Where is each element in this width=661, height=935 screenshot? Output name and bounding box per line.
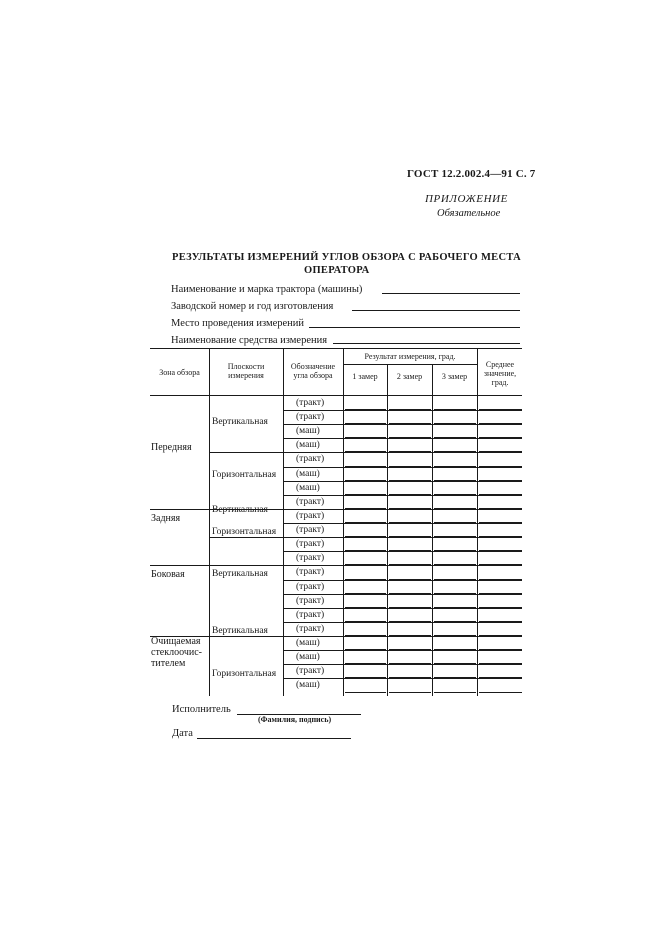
result-cell-line	[389, 635, 431, 636]
col-divider	[283, 348, 284, 696]
angle-designation: (тракт)	[296, 595, 325, 606]
angle-designation: (тракт)	[296, 553, 325, 564]
row-rule	[150, 509, 522, 510]
result-cell-line	[389, 550, 431, 551]
field-serial-year: Заводской номер и год изготовления	[171, 301, 334, 312]
angle-designation: (тракт)	[296, 623, 325, 634]
row-rule	[209, 537, 522, 538]
row-rule	[283, 481, 522, 482]
executor-label: Исполнитель	[172, 704, 231, 715]
result-cell-line	[389, 621, 431, 622]
date-label: Дата	[172, 728, 193, 739]
field-place-line	[309, 327, 520, 328]
result-cell-line	[434, 536, 476, 537]
result-cell-line	[345, 635, 386, 636]
result-cell-line	[345, 536, 386, 537]
result-cell-line	[434, 508, 476, 509]
result-cell-line	[479, 522, 522, 523]
result-cell-line	[345, 649, 386, 650]
result-cell-line	[389, 451, 431, 452]
result-cell-line	[434, 607, 476, 608]
result-cell-line	[345, 564, 386, 565]
appendix-label: ПРИЛОЖЕНИЕ	[425, 193, 508, 205]
result-cell-line	[389, 663, 431, 664]
header-measure-1: 1 замер	[352, 372, 378, 381]
result-cell-line	[345, 593, 386, 594]
field-instrument: Наименование средства измерения	[171, 335, 328, 346]
result-cell-line	[345, 423, 386, 424]
result-cell-line	[389, 480, 431, 481]
result-cell-line	[479, 409, 522, 410]
result-cell-line	[389, 437, 431, 438]
result-cell-line	[389, 522, 431, 523]
result-cell-line	[434, 635, 476, 636]
result-cell-line	[389, 677, 431, 678]
result-cell-line	[345, 494, 386, 495]
result-cell-line	[479, 536, 522, 537]
result-cell-line	[434, 480, 476, 481]
zone-rear: Задняя	[151, 513, 181, 524]
angle-designation: (тракт)	[296, 398, 325, 408]
angle-designation: (тракт)	[296, 454, 325, 465]
result-cell-line	[479, 663, 522, 664]
header-zone: Зона обзора	[159, 368, 200, 377]
field-serial-year-line	[352, 310, 520, 311]
col-divider	[387, 364, 388, 696]
header-measure-2: 2 замер	[396, 372, 423, 381]
result-cell-line	[479, 635, 522, 636]
result-cell-line	[434, 466, 476, 467]
result-cell-line	[479, 437, 522, 438]
angle-designation: (маш)	[296, 426, 320, 437]
result-cell-line	[479, 451, 522, 452]
angle-designation: (маш)	[296, 638, 320, 649]
result-cell-line	[345, 466, 386, 467]
row-rule	[283, 410, 522, 411]
result-cell-line	[479, 593, 522, 594]
result-cell-line	[479, 550, 522, 551]
result-cell-line	[345, 550, 386, 551]
result-cell-line	[479, 480, 522, 481]
angle-designation: (тракт)	[296, 581, 325, 592]
result-cell-line	[345, 508, 386, 509]
result-cell-line	[345, 579, 386, 580]
col-divider	[209, 348, 210, 696]
result-cell-line	[389, 593, 431, 594]
result-cell-line	[434, 409, 476, 410]
result-header-rule	[343, 364, 477, 365]
result-cell-line	[389, 466, 431, 467]
plane-front-horizontal: Горизонтальная	[212, 470, 277, 480]
plane-rear-horizontal: Горизонтальная	[212, 527, 277, 537]
result-cell-line	[434, 677, 476, 678]
document-title-line1: РЕЗУЛЬТАТЫ ИЗМЕРЕНИЙ УГЛОВ ОБЗОРА С РАБОЧЕГО МЕСТА	[172, 252, 522, 263]
result-cell-line	[389, 649, 431, 650]
angle-designation: (тракт)	[296, 567, 325, 578]
result-cell-line	[389, 692, 431, 693]
field-place: Место проведения измерений	[171, 318, 305, 329]
plane-wiper-horizontal: Горизонтальная	[212, 669, 277, 679]
zone-front: Передняя	[151, 442, 192, 453]
result-cell-line	[479, 494, 522, 495]
result-cell-line	[389, 409, 431, 410]
result-cell-line	[479, 508, 522, 509]
row-rule	[283, 467, 522, 468]
angle-designation: (маш)	[296, 440, 320, 451]
result-cell-line	[389, 423, 431, 424]
result-cell-line	[345, 451, 386, 452]
result-cell-line	[345, 409, 386, 410]
result-cell-line	[389, 508, 431, 509]
result-cell-line	[479, 677, 522, 678]
result-cell-line	[345, 480, 386, 481]
result-cell-line	[479, 607, 522, 608]
field-instrument-line	[333, 343, 520, 344]
angle-designation: (маш)	[296, 680, 320, 691]
result-cell-line	[434, 550, 476, 551]
header-plane: Плоскости измерения	[227, 362, 265, 380]
header-result: Результат измерения, град.	[364, 352, 456, 361]
result-cell-line	[434, 494, 476, 495]
result-cell-line	[434, 423, 476, 424]
result-cell-line	[345, 437, 386, 438]
result-cell-line	[479, 692, 522, 693]
angle-designation: (тракт)	[296, 539, 325, 550]
angle-designation: (тракт)	[296, 609, 325, 620]
row-rule	[283, 580, 522, 581]
table-top-rule	[150, 348, 522, 349]
plane-front-vertical: Вертикальная	[212, 417, 268, 427]
result-cell-line	[434, 663, 476, 664]
result-cell-line	[434, 593, 476, 594]
header-average: Среднее значение, град.	[483, 360, 517, 387]
result-cell-line	[345, 692, 386, 693]
row-rule	[283, 594, 522, 595]
plane-side-vertical: Вертикальная	[212, 569, 268, 579]
row-rule	[283, 650, 522, 651]
result-cell-line	[479, 564, 522, 565]
header-bottom-rule	[150, 395, 522, 396]
angle-designation: (тракт)	[296, 525, 325, 536]
result-cell-line	[389, 536, 431, 537]
zone-side: Боковая	[151, 569, 185, 580]
angle-designation: (маш)	[296, 482, 320, 493]
signature-caption: (Фамилия, подпись)	[258, 715, 332, 724]
result-cell-line	[389, 494, 431, 495]
plane-wiper-vertical: Вертикальная	[212, 626, 268, 636]
angle-designation: (тракт)	[296, 666, 325, 677]
result-cell-line	[479, 621, 522, 622]
result-cell-line	[479, 466, 522, 467]
result-cell-line	[345, 522, 386, 523]
field-tractor-name-line	[382, 293, 520, 294]
result-cell-line	[479, 579, 522, 580]
angle-designation: (тракт)	[296, 510, 325, 521]
result-cell-line	[434, 579, 476, 580]
result-cell-line	[434, 522, 476, 523]
result-cell-line	[345, 663, 386, 664]
result-cell-line	[434, 564, 476, 565]
row-rule	[283, 495, 522, 496]
row-rule	[209, 452, 522, 453]
angle-designation: (маш)	[296, 652, 320, 663]
row-rule	[150, 565, 522, 566]
document-title-line2: ОПЕРАТОРА	[304, 265, 370, 276]
header-designation: Обозначение угла обзора	[290, 362, 336, 380]
row-rule	[283, 622, 522, 623]
row-rule	[283, 608, 522, 609]
date-line	[197, 738, 351, 739]
result-cell-line	[389, 579, 431, 580]
result-cell-line	[479, 423, 522, 424]
row-rule	[283, 523, 522, 524]
result-cell-line	[434, 621, 476, 622]
result-cell-line	[389, 607, 431, 608]
plane-rear-vertical: Вертикальная	[212, 505, 268, 515]
col-divider	[432, 364, 433, 696]
result-cell-line	[389, 564, 431, 565]
header-measure-3: 3 замер	[441, 372, 468, 381]
result-cell-line	[434, 437, 476, 438]
angle-designation: (тракт)	[296, 412, 325, 423]
result-cell-line	[479, 649, 522, 650]
field-tractor-name: Наименование и марка трактора (машины)	[171, 284, 363, 295]
result-cell-line	[434, 649, 476, 650]
result-cell-line	[345, 677, 386, 678]
angle-designation: (маш)	[296, 468, 320, 479]
col-divider	[343, 348, 344, 696]
zone-wiper: Очищаемая стеклоочис-тителем	[151, 636, 202, 669]
col-divider	[477, 348, 478, 696]
result-cell-line	[345, 621, 386, 622]
result-cell-line	[434, 692, 476, 693]
result-cell-line	[434, 451, 476, 452]
result-cell-line	[345, 607, 386, 608]
angle-designation: (тракт)	[296, 496, 325, 507]
gost-number: ГОСТ 12.2.002.4—91 С. 7	[407, 168, 536, 180]
appendix-status: Обязательное	[437, 208, 501, 219]
